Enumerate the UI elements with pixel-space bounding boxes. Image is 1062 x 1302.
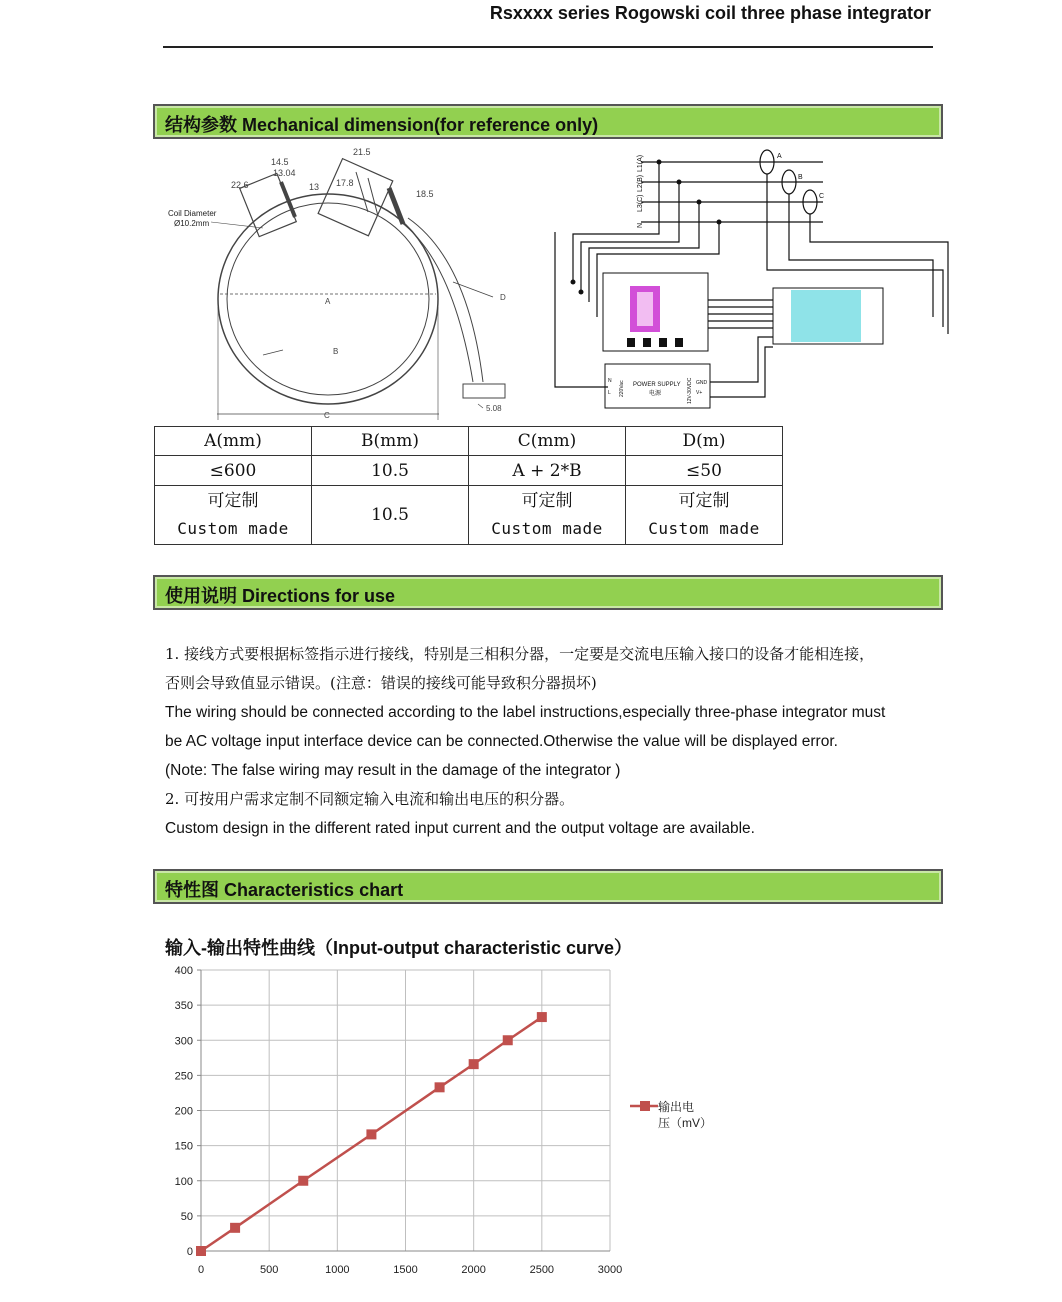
chart-title: 输入-输出特性曲线（Input-output characteristic curve）	[165, 938, 633, 958]
phase-label-C: C	[819, 193, 825, 200]
coil-dimension-drawing	[211, 159, 505, 420]
y-tick-label: 350	[174, 1000, 193, 1013]
dim-5-08: 5.08	[486, 404, 502, 413]
cell-a-max: ≤600	[155, 456, 312, 486]
legend-label: 压（mV）	[658, 1116, 713, 1130]
data-point-marker	[196, 1246, 206, 1256]
custom-en: Custom made	[177, 519, 289, 538]
phase-label-B: B	[798, 174, 803, 181]
page-header	[163, 0, 933, 48]
header-a: A(mm)	[155, 427, 312, 456]
wire-junction	[717, 220, 722, 225]
legend-label: 输出电	[658, 1100, 695, 1114]
x-tick-label: 3000	[597, 1264, 623, 1276]
data-point-marker	[537, 1012, 547, 1022]
dimension-table	[154, 426, 783, 545]
header-c: C(mm)	[469, 427, 626, 456]
wire-junction	[657, 160, 662, 165]
header-d: D(m)	[626, 427, 783, 456]
y-tick-label: 250	[174, 1070, 193, 1083]
x-tick-label: 1500	[393, 1264, 418, 1276]
wiring-diagram-parts	[571, 160, 862, 348]
legend-marker	[640, 1101, 650, 1111]
y-tick-label: 400	[174, 965, 193, 977]
gnd-label: GND	[696, 380, 708, 386]
power-supply-input: 220Vac	[619, 380, 625, 397]
power-supply-cn: 电源	[649, 391, 662, 397]
y-tick-label: 50	[180, 1210, 193, 1223]
mechanical-drawing	[153, 142, 953, 424]
y-tick-label: 150	[174, 1140, 193, 1153]
direction-line: 2. 可按用户需求定制不同额定输入电流和输出电压的积分器。	[165, 790, 575, 808]
x-tick-label: 1000	[325, 1264, 350, 1276]
integrator-button	[659, 338, 667, 347]
section-directions	[153, 575, 943, 610]
dim-21-5: 21.5	[353, 147, 371, 157]
direction-line: 1. 接线方式要根据标签指示进行接线，特别是三相积分器，一定要是交流电压输入接口的设备才能相连接，	[165, 645, 875, 663]
dim-22-6: 22.6	[231, 180, 249, 190]
cell-d-max: ≤50	[626, 456, 783, 486]
data-point-marker	[503, 1035, 513, 1045]
wiring-diagram	[555, 150, 948, 408]
data-point-marker	[469, 1059, 479, 1069]
x-tick-label: 2500	[529, 1264, 555, 1276]
line-label-N: N	[637, 222, 644, 228]
y-tick-label: 100	[174, 1175, 193, 1188]
section-title: 使用说明 Directions for use	[165, 586, 396, 606]
integrator-button	[627, 338, 635, 347]
data-point-marker	[298, 1176, 308, 1186]
direction-line: be AC voltage input interface device can be connected.Otherwise the value will be displayed error.	[165, 733, 838, 750]
direction-line: Custom design in the different rated input current and the output voltage are available.	[165, 820, 755, 837]
data-point-marker	[366, 1129, 376, 1139]
cell-a-custom	[155, 486, 312, 545]
chart-legend	[630, 1099, 712, 1130]
header-b: B(mm)	[312, 427, 469, 456]
phase-label-A: A	[777, 153, 782, 160]
characteristic-chart	[160, 960, 760, 1280]
dim-D: D	[500, 293, 506, 302]
output-terminal-block	[791, 290, 861, 342]
coil-diameter-value: Ø10.2mm	[174, 219, 210, 228]
cell-c-formula: A + 2*B	[469, 456, 626, 486]
direction-line: 否则会导致值显示错误。(注意：错误的接线可能导致积分器损坏)	[165, 674, 597, 692]
cell-b-value: 10.5	[312, 456, 469, 486]
dim-13-04: 13.04	[273, 168, 296, 178]
custom-cn: 可定制	[521, 491, 573, 511]
direction-line: (Note: The false wiring may result in the damage of the integrator )	[165, 762, 621, 779]
cell-c-custom	[469, 486, 626, 545]
dim-18-5: 18.5	[416, 189, 434, 199]
section-title: 特性图 Characteristics chart	[165, 880, 404, 900]
chart-tick-labels	[175, 965, 623, 1276]
n-label: N	[608, 378, 612, 384]
dim-13: 13	[309, 182, 320, 192]
chart-grid	[197, 970, 610, 1251]
data-point-marker	[435, 1082, 445, 1092]
directions-text	[165, 640, 945, 843]
x-tick-label: 500	[259, 1264, 279, 1276]
table-row	[155, 486, 783, 545]
wire-junction	[571, 280, 576, 285]
x-tick-label: 2000	[461, 1264, 486, 1276]
data-point-marker	[230, 1223, 240, 1233]
dim-B: B	[333, 347, 339, 356]
section-characteristics	[153, 869, 943, 904]
dim-17-8: 17.8	[336, 178, 354, 188]
x-tick-label: 0	[197, 1264, 205, 1276]
section-mechanical-dimension	[153, 104, 943, 139]
coil-diameter-label: Coil Diameter	[168, 209, 217, 218]
integrator-button	[675, 338, 683, 347]
custom-en: Custom made	[491, 519, 603, 538]
vplus-label: V+	[696, 390, 703, 396]
integrator-button	[643, 338, 651, 347]
custom-en: Custom made	[648, 519, 760, 538]
line-label-L3: L3(C)	[637, 194, 644, 212]
l-label: L	[608, 390, 611, 396]
wire-junction	[677, 180, 682, 185]
line-label-L1: L1(A)	[637, 154, 644, 172]
wire-junction	[579, 290, 584, 295]
y-tick-label: 200	[174, 1105, 193, 1118]
custom-cn: 可定制	[207, 491, 259, 511]
table-header-row	[155, 427, 783, 456]
y-tick-label: 300	[174, 1035, 193, 1048]
custom-cn: 可定制	[678, 491, 730, 511]
chart-series	[196, 1012, 547, 1256]
y-tick-label: 0	[186, 1246, 193, 1258]
wire-junction	[697, 200, 702, 205]
power-supply-title: POWER SUPPLY	[633, 382, 681, 388]
dim-A: A	[325, 297, 331, 306]
table-row	[155, 456, 783, 486]
cell-b-value: 10.5	[312, 486, 469, 545]
dim-C: C	[324, 411, 330, 420]
section-title: 结构参数 Mechanical dimension(for reference only)	[165, 115, 599, 135]
power-supply-output: 12V-30VDC	[687, 377, 693, 404]
wiring-diagram-labels	[608, 153, 824, 404]
cell-d-custom	[626, 486, 783, 545]
document-title: Rsxxxx series Rogowski coil three phase integrator	[489, 3, 931, 23]
line-label-L2: L2(B)	[637, 174, 644, 192]
integrator-display-inner	[637, 292, 653, 326]
direction-line: The wiring should be connected according to the label instructions,especially three-phase integrator must	[165, 704, 886, 721]
dim-14-5: 14.5	[271, 157, 289, 167]
